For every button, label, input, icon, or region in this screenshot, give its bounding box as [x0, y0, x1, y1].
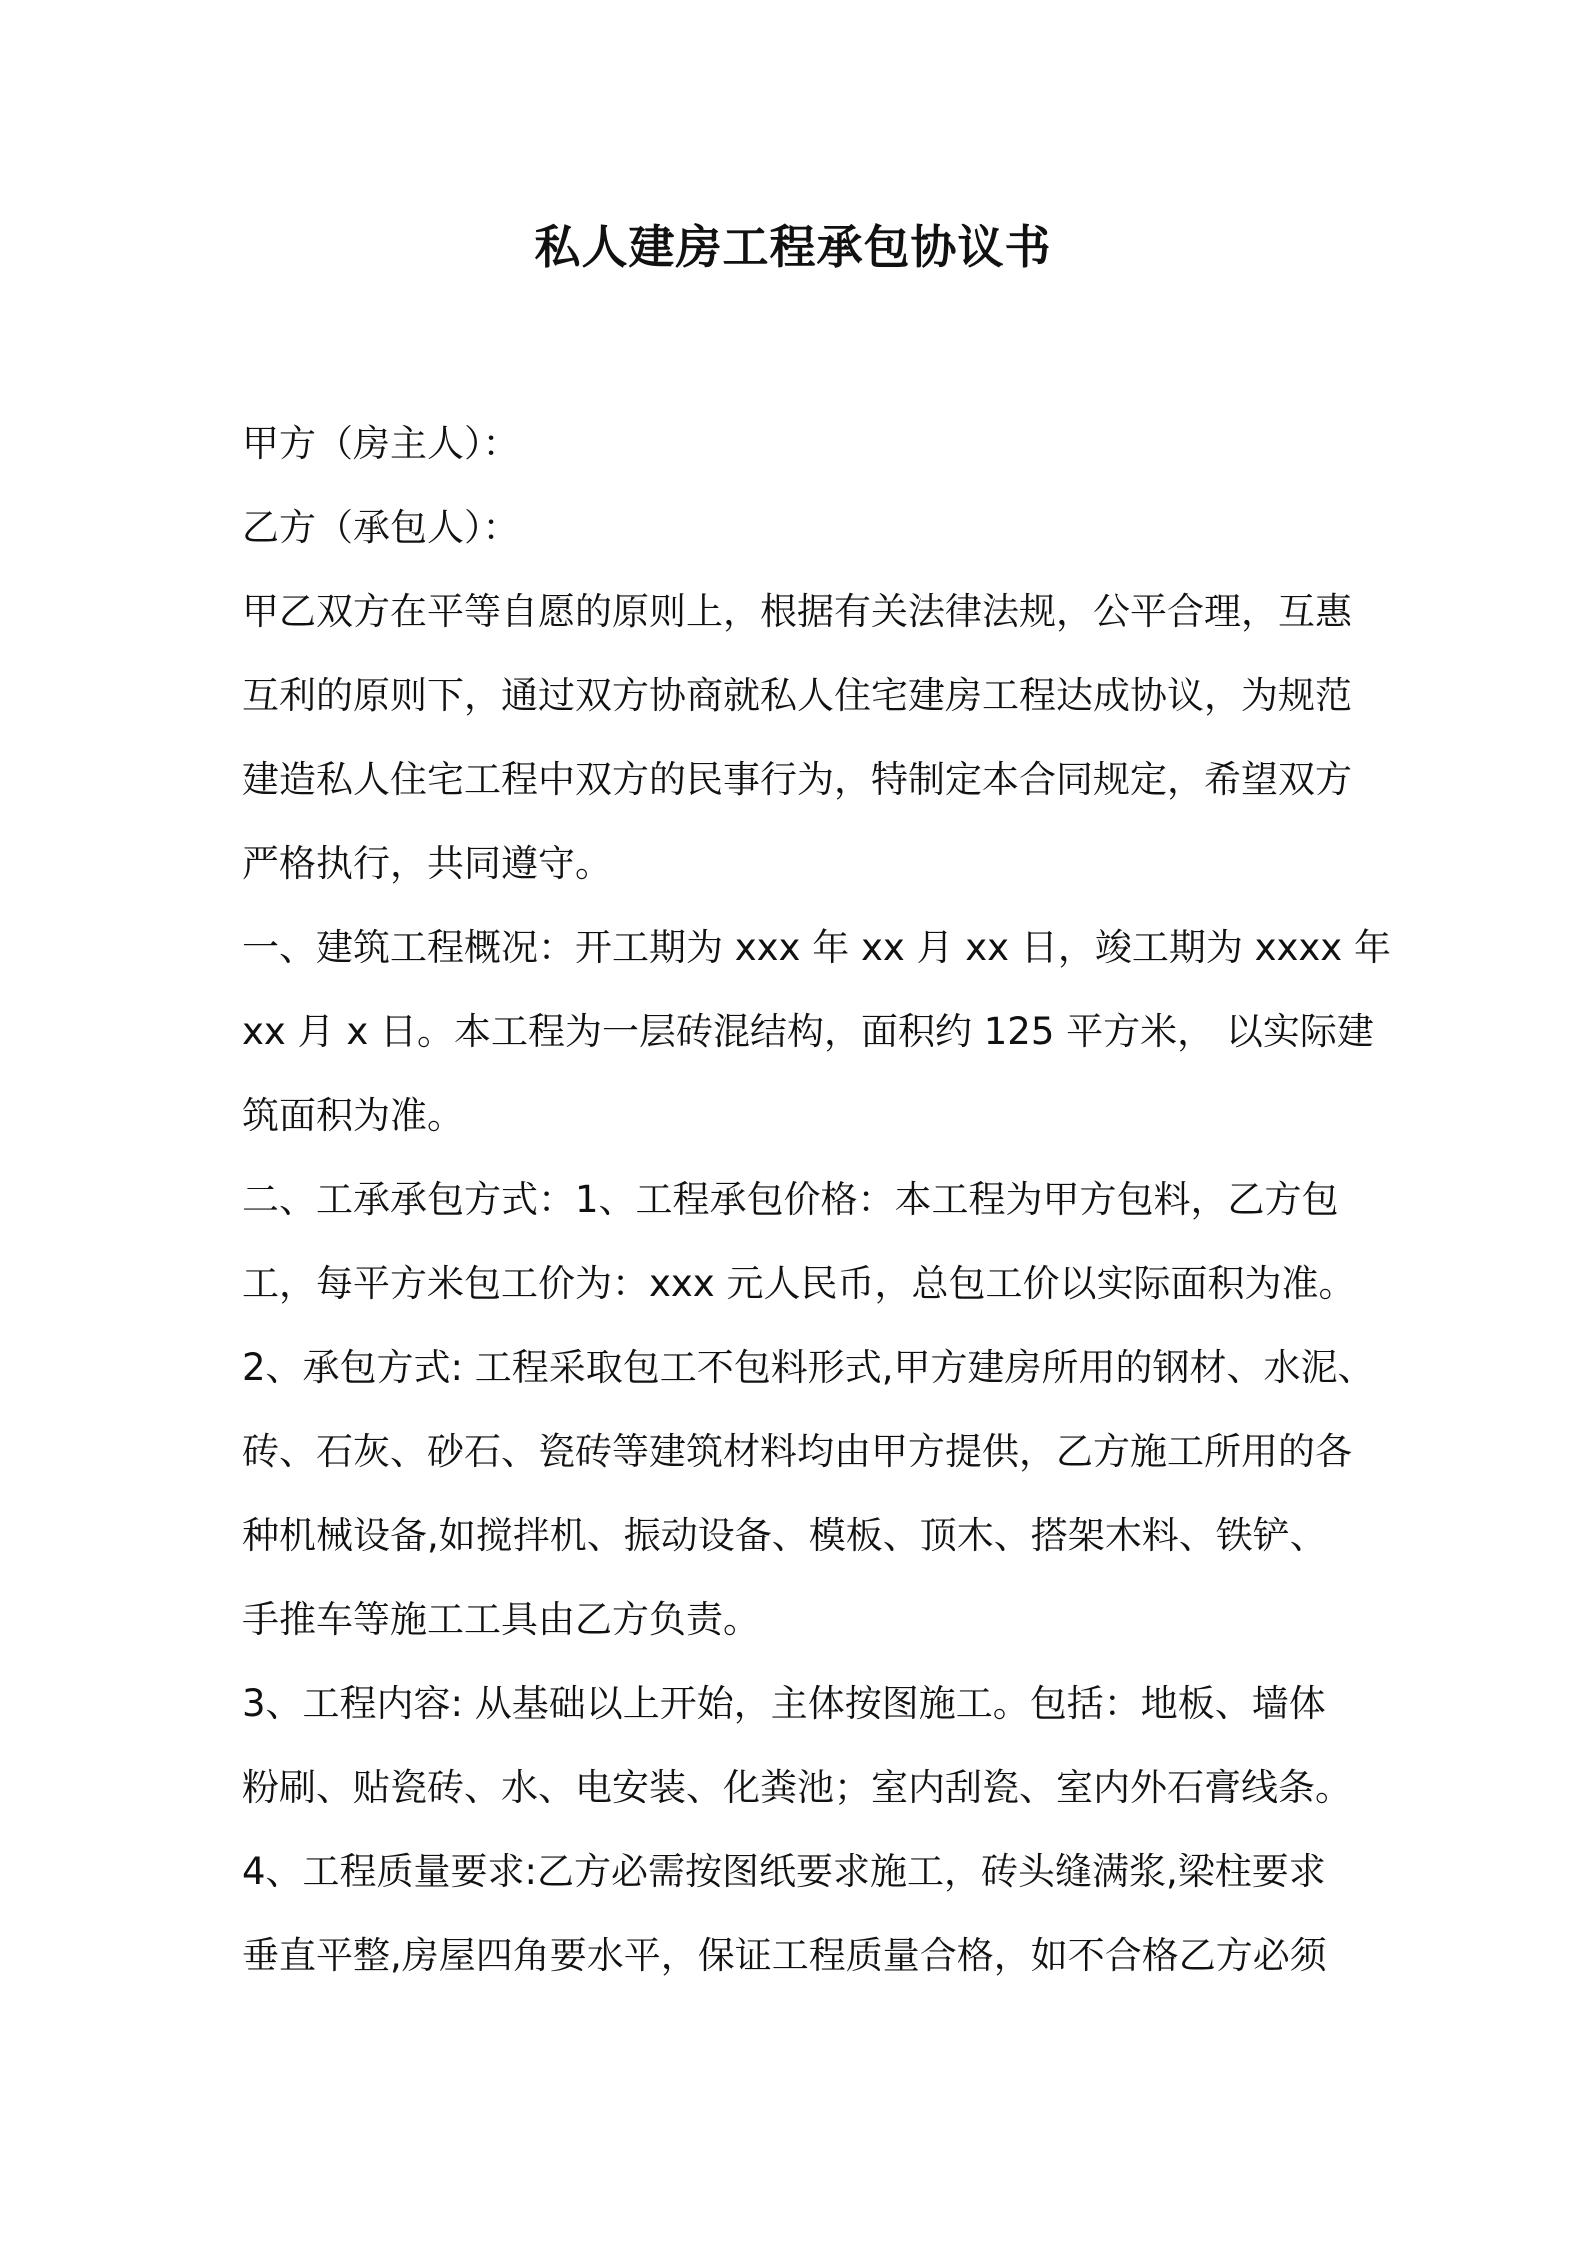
paragraph-line: 筑面积为准。 — [242, 1094, 464, 1137]
document-body — [242, 402, 1391, 1998]
paragraph-line: 乙方（承包人）： — [242, 506, 520, 549]
paragraph-line: 一、建筑工程概况：开工期为 xxx 年 xx 月 xx 日，竣工期为 xxxx 年 — [242, 926, 1391, 969]
paragraph-line: 二、工承承包方式：1、工程承包价格：本工程为甲方包料，乙方包 — [242, 1178, 1339, 1221]
paragraph-line: 严格执行，共同遵守。 — [242, 842, 612, 885]
paragraph-line: 粉刷、贴瓷砖、水、电安装、化粪池；室内刮瓷、室内外石膏线条。 — [242, 1766, 1352, 1809]
paragraph-line: 工，每平方米包工价为：xxx 元人民币，总包工价以实际面积为准。 — [242, 1262, 1356, 1305]
paragraph-line: 手推车等施工工具由乙方负责。 — [242, 1598, 760, 1641]
paragraph-line: 甲乙双方在平等自愿的原则上，根据有关法律法规，公平合理，互惠 — [242, 590, 1352, 633]
paragraph-line: 砖、石灰、砂石、瓷砖等建筑材料均由甲方提供，乙方施工所用的各 — [242, 1430, 1352, 1473]
paragraph-line: xx 月 x 日。本工程为一层砖混结构，面积约 125 平方米， 以实际建 — [242, 1010, 1374, 1053]
paragraph-line: 3、工程内容: 从基础以上开始，主体按图施工。包括：地板、墙体 — [242, 1682, 1326, 1725]
document-title: 私人建房工程承包协议书 — [534, 220, 1052, 274]
paragraph-line: 垂直平整,房屋四角要水平，保证工程质量合格，如不合格乙方必须 — [242, 1934, 1327, 1977]
paragraph-line: 2、承包方式: 工程采取包工不包料形式,甲方建房所用的钢材、水泥、 — [242, 1346, 1375, 1389]
paragraph-line: 互利的原则下，通过双方协商就私人住宅建房工程达成协议，为规范 — [242, 674, 1352, 717]
paragraph-line: 种机械设备,如搅拌机、振动设备、模板、顶木、搭架木料、铁铲、 — [242, 1514, 1327, 1557]
paragraph-line: 4、工程质量要求:乙方必需按图纸要求施工，砖头缝满浆,梁柱要求 — [242, 1850, 1326, 1893]
paragraph-line: 甲方（房主人）： — [242, 422, 520, 465]
paragraph-line: 建造私人住宅工程中双方的民事行为，特制定本合同规定，希望双方 — [242, 758, 1352, 801]
